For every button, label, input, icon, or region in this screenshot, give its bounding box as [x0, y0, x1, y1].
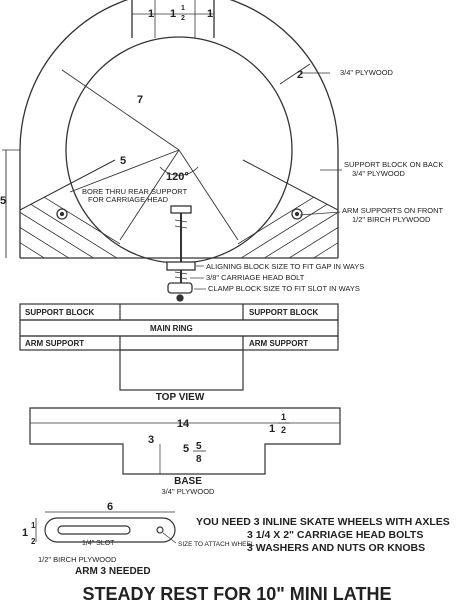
base-step-whole: 1: [269, 423, 276, 435]
drawing-title: STEADY REST FOR 10" MINI LATHE: [82, 584, 392, 604]
arm-support-hatching: [0, 170, 358, 268]
base-height-dim: 3: [147, 434, 155, 446]
ring-inner-radius-dim: 5: [120, 155, 127, 167]
arm-title: ARM 3 NEEDED: [75, 566, 151, 577]
base-length-dim: 14: [176, 418, 190, 430]
top-view-main-ring: MAIN RING: [150, 324, 193, 333]
arm-length-dim: 6: [106, 501, 114, 513]
base-inner-den: 8: [196, 454, 202, 465]
ring-plywood-label: 3/4" PLYWOOD: [340, 68, 393, 77]
support-block-back-label: SUPPORT BLOCK ON BACK: [344, 160, 444, 169]
clamp-block-label: CLAMP BLOCK SIZE TO FIT SLOT IN WAYS: [208, 284, 360, 293]
arm-supports-front-label: ARM SUPPORTS ON FRONT: [342, 206, 444, 215]
arm-wheel-note: SIZE TO ATTACH WHEEL: [178, 541, 255, 548]
bore-rear-line1: BORE THRU REAR SUPPORT: [82, 187, 188, 196]
arm-width-num: 1: [31, 521, 36, 530]
arm-drawing: [36, 512, 176, 543]
top-view-support-block-left: SUPPORT BLOCK: [25, 308, 95, 317]
bore-rear-line2: FOR CARRIAGE HEAD: [88, 195, 169, 204]
arm-width-whole: 1: [22, 527, 29, 539]
ring-width-dim: 2: [297, 69, 304, 81]
note-washers: 3 WASHERS AND NUTS OR KNOBS: [247, 542, 426, 554]
base-material: 3/4" PLYWOOD: [161, 487, 215, 496]
arm-width-den: 2: [31, 537, 36, 546]
top-view-support-block-right: SUPPORT BLOCK: [249, 308, 319, 317]
note-wheels: YOU NEED 3 INLINE SKATE WHEELS WITH AXLES: [196, 516, 450, 528]
top-dim-right: 1: [206, 8, 214, 20]
base-title: BASE: [174, 476, 202, 487]
base-inner-num: 5: [196, 441, 202, 452]
arm-material: 1/2" BIRCH PLYWOOD: [38, 555, 117, 564]
top-dim-frac-den: 2: [181, 15, 185, 22]
base-step-num: 1: [281, 412, 287, 422]
arm-slot-label: 1/4" SLOT: [82, 540, 115, 547]
arm-supports-front-material: 1/2" BIRCH PLYWOOD: [352, 215, 431, 224]
ring-height-dim: 5: [0, 195, 7, 207]
top-view-arm-support-right: ARM SUPPORT: [249, 339, 309, 348]
top-dim-left: 1: [147, 8, 155, 20]
carriage-bolt-label: 3/8" CARRIAGE HEAD BOLT: [206, 273, 305, 282]
ring-assembly: [0, 0, 358, 301]
support-block-back-material: 3/4" PLYWOOD: [352, 169, 405, 178]
ring-angle: 120°: [166, 171, 189, 183]
top-dim-mid: 1: [169, 8, 177, 20]
aligning-block-label: ALIGNING BLOCK SIZE TO FIT GAP IN WAYS: [206, 262, 365, 271]
base-step-den: 2: [281, 425, 287, 435]
top-view-title: TOP VIEW: [155, 392, 205, 403]
top-view-arm-support-left: ARM SUPPORT: [25, 339, 85, 348]
note-bolts: 3 1/4 X 2" CARRIAGE HEAD BOLTS: [247, 529, 424, 541]
base-inner-whole: 5: [183, 443, 190, 455]
top-dim-frac-num: 1: [181, 5, 185, 12]
ring-outer-radius-dim: 7: [137, 94, 144, 106]
